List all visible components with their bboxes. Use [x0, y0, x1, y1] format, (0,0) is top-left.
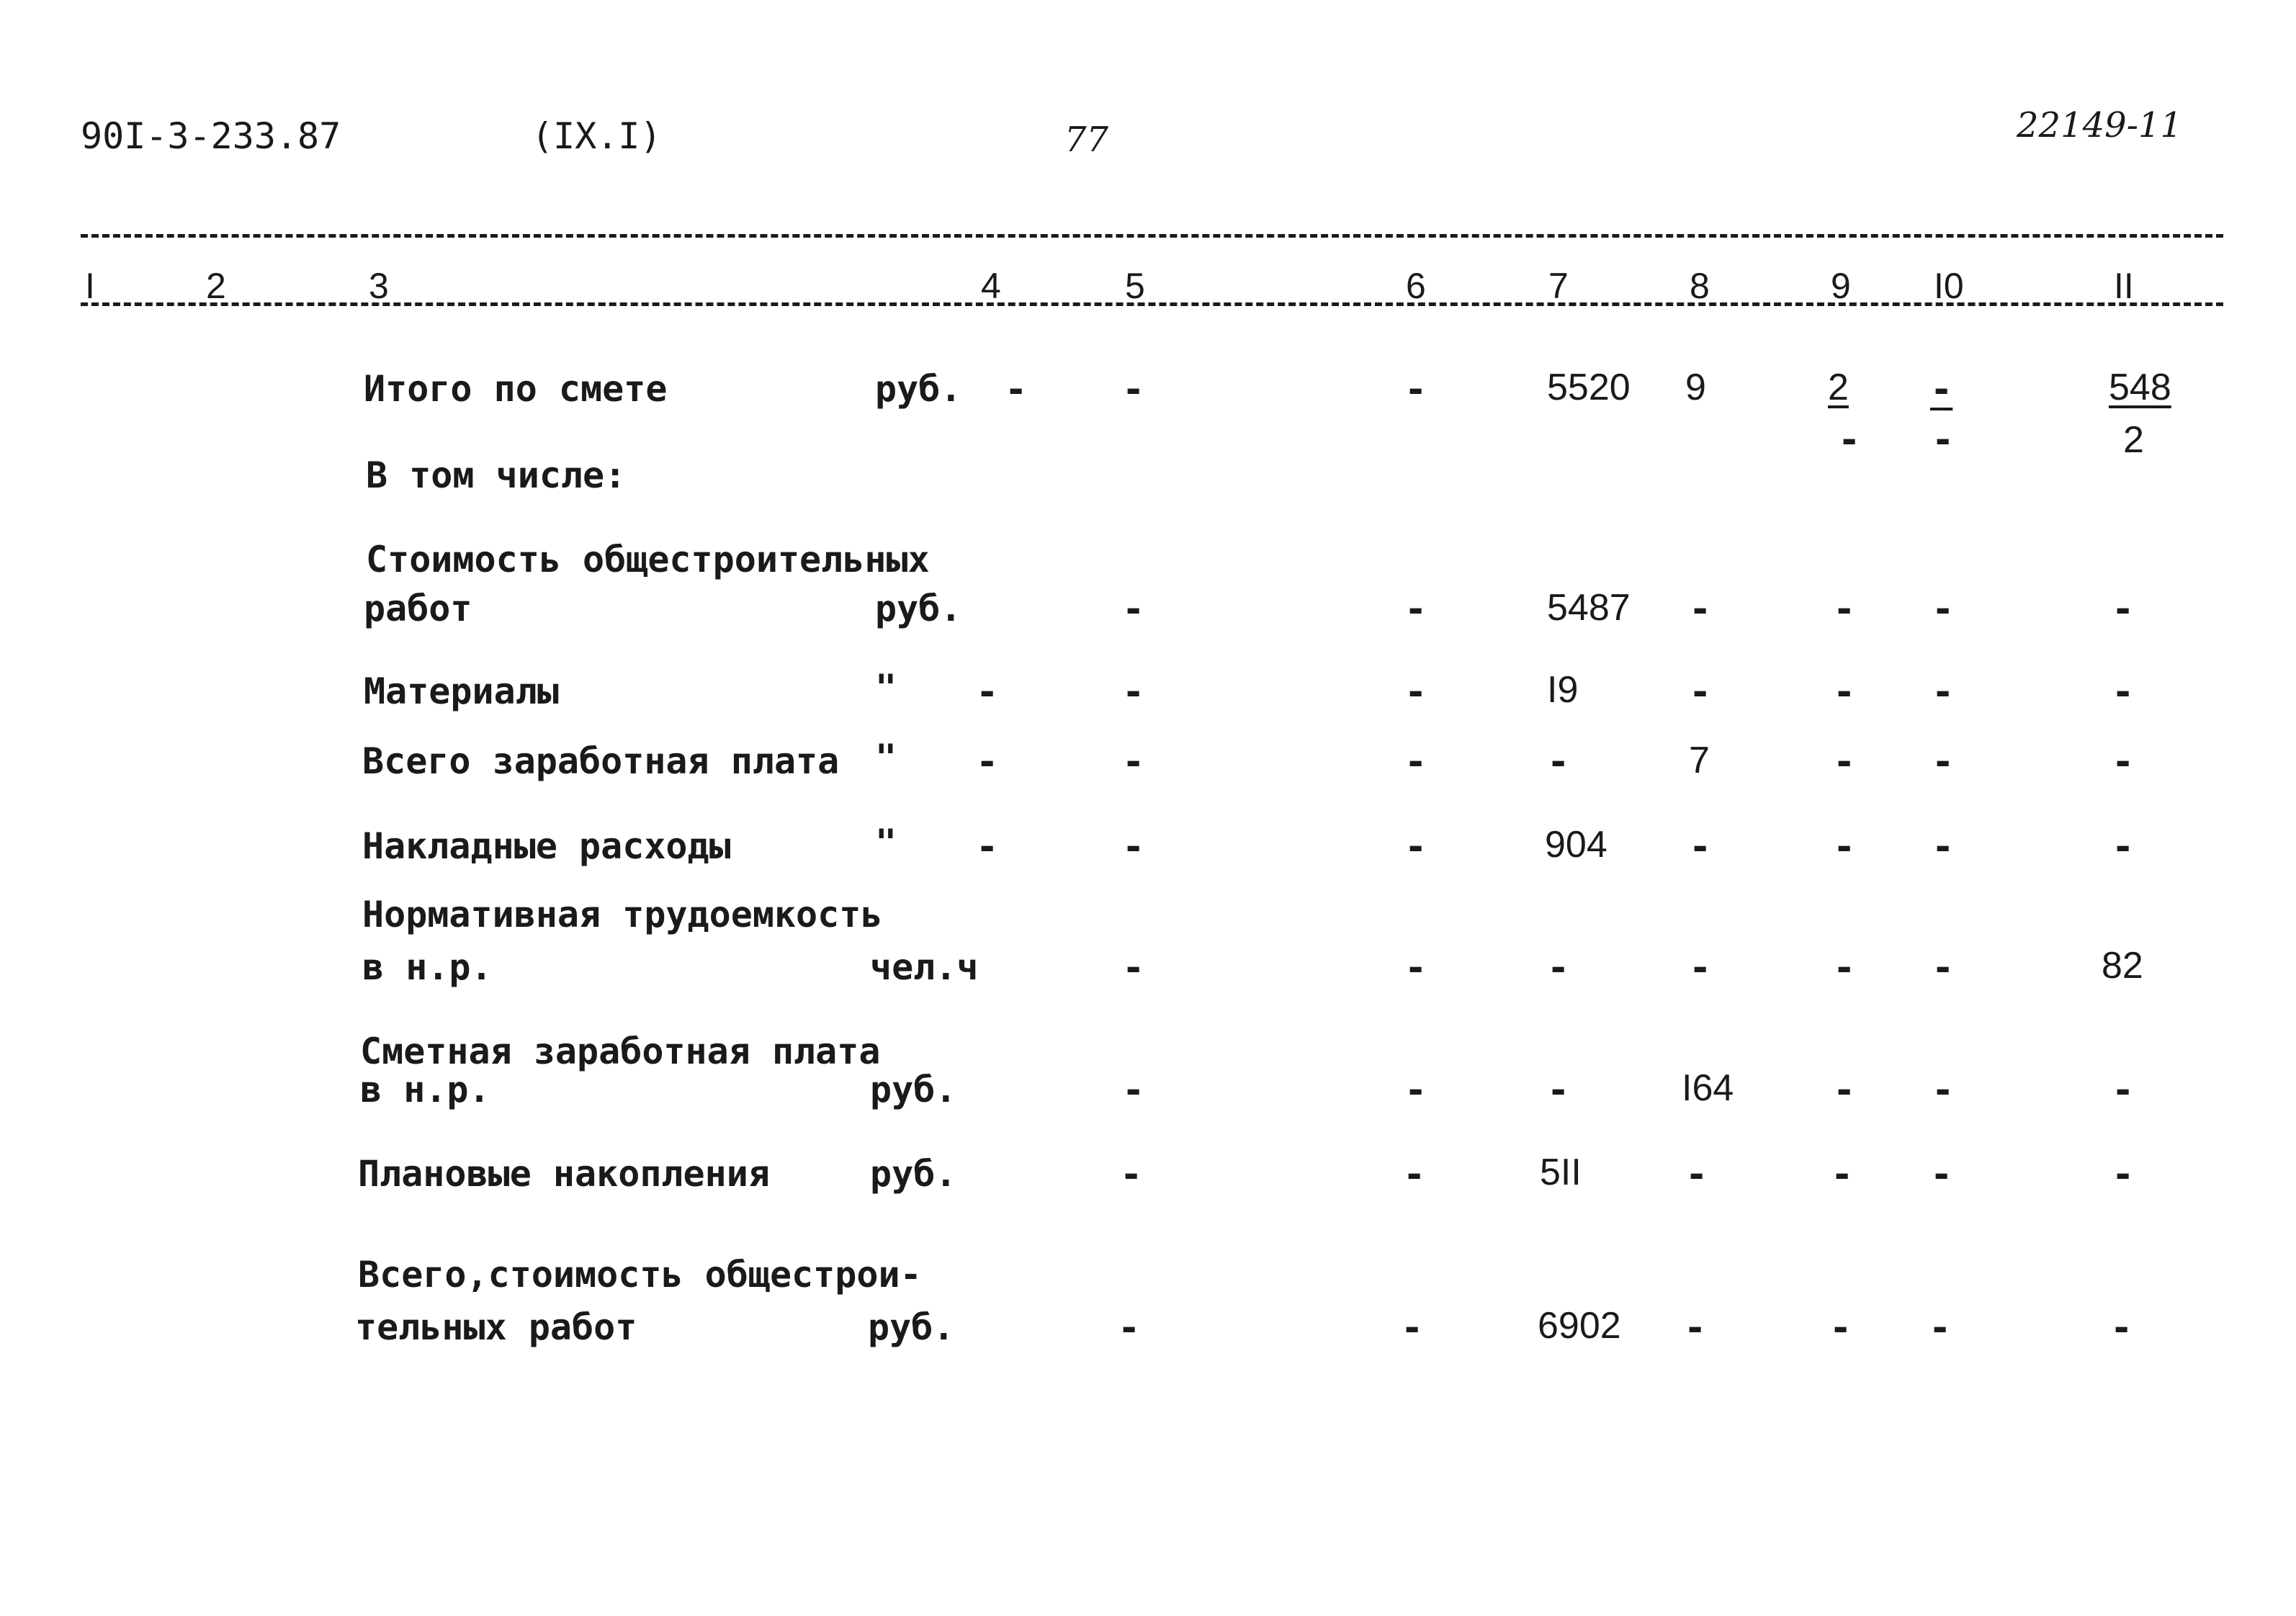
cell-col6: - — [1404, 946, 1427, 989]
header-rule-top — [81, 234, 2223, 238]
cell-col4: - — [976, 740, 999, 784]
cell-col6: - — [1404, 740, 1427, 784]
cell-col5: - — [1122, 588, 1145, 631]
row-label: Нормативная трудоемкость — [362, 894, 883, 935]
cell-col8: 7 — [1689, 740, 1710, 781]
column-number: I0 — [1934, 266, 1964, 306]
row-label: Плановые накопления — [358, 1153, 770, 1195]
cell-col4: - — [976, 670, 999, 714]
column-number: 9 — [1831, 266, 1851, 306]
cell-col9: - — [1833, 740, 1856, 784]
row-label: Всего,стоимость общестрои- — [358, 1254, 922, 1296]
cell-col4: - — [976, 825, 999, 868]
cell-col5: - — [1122, 670, 1145, 714]
row-label: Итого по смете — [364, 368, 668, 410]
cell-col9: - — [1833, 825, 1856, 868]
cell-col10: - — [1932, 946, 1955, 989]
cell-col10: - — [1929, 1306, 1952, 1350]
inventory-number: 22149-11 — [2017, 105, 2182, 145]
cell-col9: - — [1829, 1306, 1852, 1350]
cell-col11-sub: 2 — [2123, 419, 2144, 461]
cell-col5: - — [1120, 1153, 1143, 1196]
cell-col4: - — [1005, 368, 1028, 411]
cell-col9: - — [1833, 670, 1856, 714]
column-number: 4 — [981, 266, 1001, 306]
cell-col8: 9 — [1685, 367, 1706, 408]
row-unit: руб. — [875, 368, 962, 410]
row-label: Всего заработная плата — [362, 740, 840, 782]
cell-col7: 5520 — [1547, 367, 1631, 408]
cell-col5: - — [1122, 368, 1145, 411]
row-unit: руб. — [868, 1306, 955, 1348]
column-number: 5 — [1125, 266, 1145, 306]
cell-col9: - — [1833, 946, 1856, 989]
cell-col7: 6902 — [1538, 1305, 1621, 1347]
row-label-continued: в н.р. — [360, 1069, 490, 1110]
cell-col6: - — [1404, 368, 1427, 411]
cell-col7: - — [1547, 740, 1570, 784]
cell-col7: 904 — [1545, 824, 1607, 866]
cell-col10: - — [1932, 588, 1955, 631]
cell-col9: 2 — [1828, 367, 1849, 408]
cell-col8: - — [1689, 670, 1712, 714]
column-number: I — [85, 266, 95, 306]
cell-col8: - — [1689, 588, 1712, 631]
cell-col5: - — [1122, 946, 1145, 989]
cell-col11: - — [2112, 740, 2135, 784]
cell-col8: - — [1689, 825, 1712, 868]
cell-col10-sub: - — [1932, 418, 1955, 462]
cell-col5: - — [1122, 740, 1145, 784]
row-unit: " — [875, 737, 897, 778]
row-label-continued: тельных работ — [355, 1306, 637, 1348]
cell-col11: - — [2112, 670, 2135, 714]
cell-col6: - — [1403, 1153, 1426, 1196]
cell-col8: - — [1689, 946, 1712, 989]
row-unit: руб. — [870, 1069, 957, 1110]
row-label-continued: работ — [364, 588, 472, 629]
cell-col6: - — [1404, 1069, 1427, 1112]
cell-col6: - — [1404, 825, 1427, 868]
row-unit: руб. — [875, 588, 962, 629]
column-number: 7 — [1548, 266, 1569, 306]
cell-col9: - — [1831, 1153, 1854, 1196]
cell-col11: - — [2112, 1153, 2135, 1196]
cell-col10: - — [1932, 740, 1955, 784]
cell-col11: - — [2112, 1069, 2135, 1112]
cell-col7: - — [1547, 946, 1570, 989]
column-number: 8 — [1690, 266, 1710, 306]
row-label: Накладные расходы — [362, 825, 731, 867]
cell-col11: - — [2112, 588, 2135, 631]
cell-col7: - — [1547, 1069, 1570, 1112]
cell-col11: - — [2112, 825, 2135, 868]
cell-col5: - — [1122, 1069, 1145, 1112]
document-code: 90I-3-233.87 — [81, 115, 341, 157]
column-number: 6 — [1406, 266, 1426, 306]
cell-col11: 548 — [2109, 367, 2171, 408]
cell-col11: 82 — [2102, 945, 2143, 987]
cell-col11: - — [2110, 1306, 2133, 1350]
row-unit: " — [875, 667, 897, 709]
cell-col10: - — [1930, 1153, 1953, 1196]
cell-col6: - — [1404, 588, 1427, 631]
row-label-continued: в н.р. — [362, 946, 493, 988]
row-unit: чел.ч — [870, 946, 979, 988]
cell-col7: 5II — [1540, 1152, 1582, 1193]
cell-col7: 5487 — [1547, 587, 1631, 629]
column-number: II — [2114, 266, 2134, 306]
cell-col10: - — [1932, 670, 1955, 714]
column-number: 2 — [206, 266, 226, 306]
cell-col8: I64 — [1682, 1067, 1734, 1109]
cell-col10: - — [1932, 825, 1955, 868]
cell-col7: I9 — [1547, 669, 1579, 711]
row-label: Стоимость общестроительных — [366, 539, 930, 580]
page-number: 77 — [1064, 120, 1109, 160]
cell-col9-sub: - — [1838, 418, 1861, 462]
cell-col6: - — [1401, 1306, 1424, 1350]
row-label: Материалы — [364, 670, 559, 712]
cell-col10: - — [1930, 368, 1953, 411]
section-code: (IX.I) — [532, 115, 662, 157]
cell-col10: - — [1932, 1069, 1955, 1112]
row-unit: руб. — [870, 1153, 957, 1195]
column-number: 3 — [369, 266, 389, 306]
cell-col5: - — [1122, 825, 1145, 868]
cell-col6: - — [1404, 670, 1427, 714]
row-label: В том числе: — [366, 454, 627, 496]
cell-col8: - — [1684, 1306, 1707, 1350]
cell-col9: - — [1833, 1069, 1856, 1112]
cell-col8: - — [1685, 1153, 1708, 1196]
row-unit: " — [875, 822, 897, 863]
header-rule-bottom — [81, 302, 2223, 306]
cell-col9: - — [1833, 588, 1856, 631]
cell-col5: - — [1118, 1306, 1141, 1350]
row-label: Сметная заработная плата — [360, 1031, 881, 1072]
